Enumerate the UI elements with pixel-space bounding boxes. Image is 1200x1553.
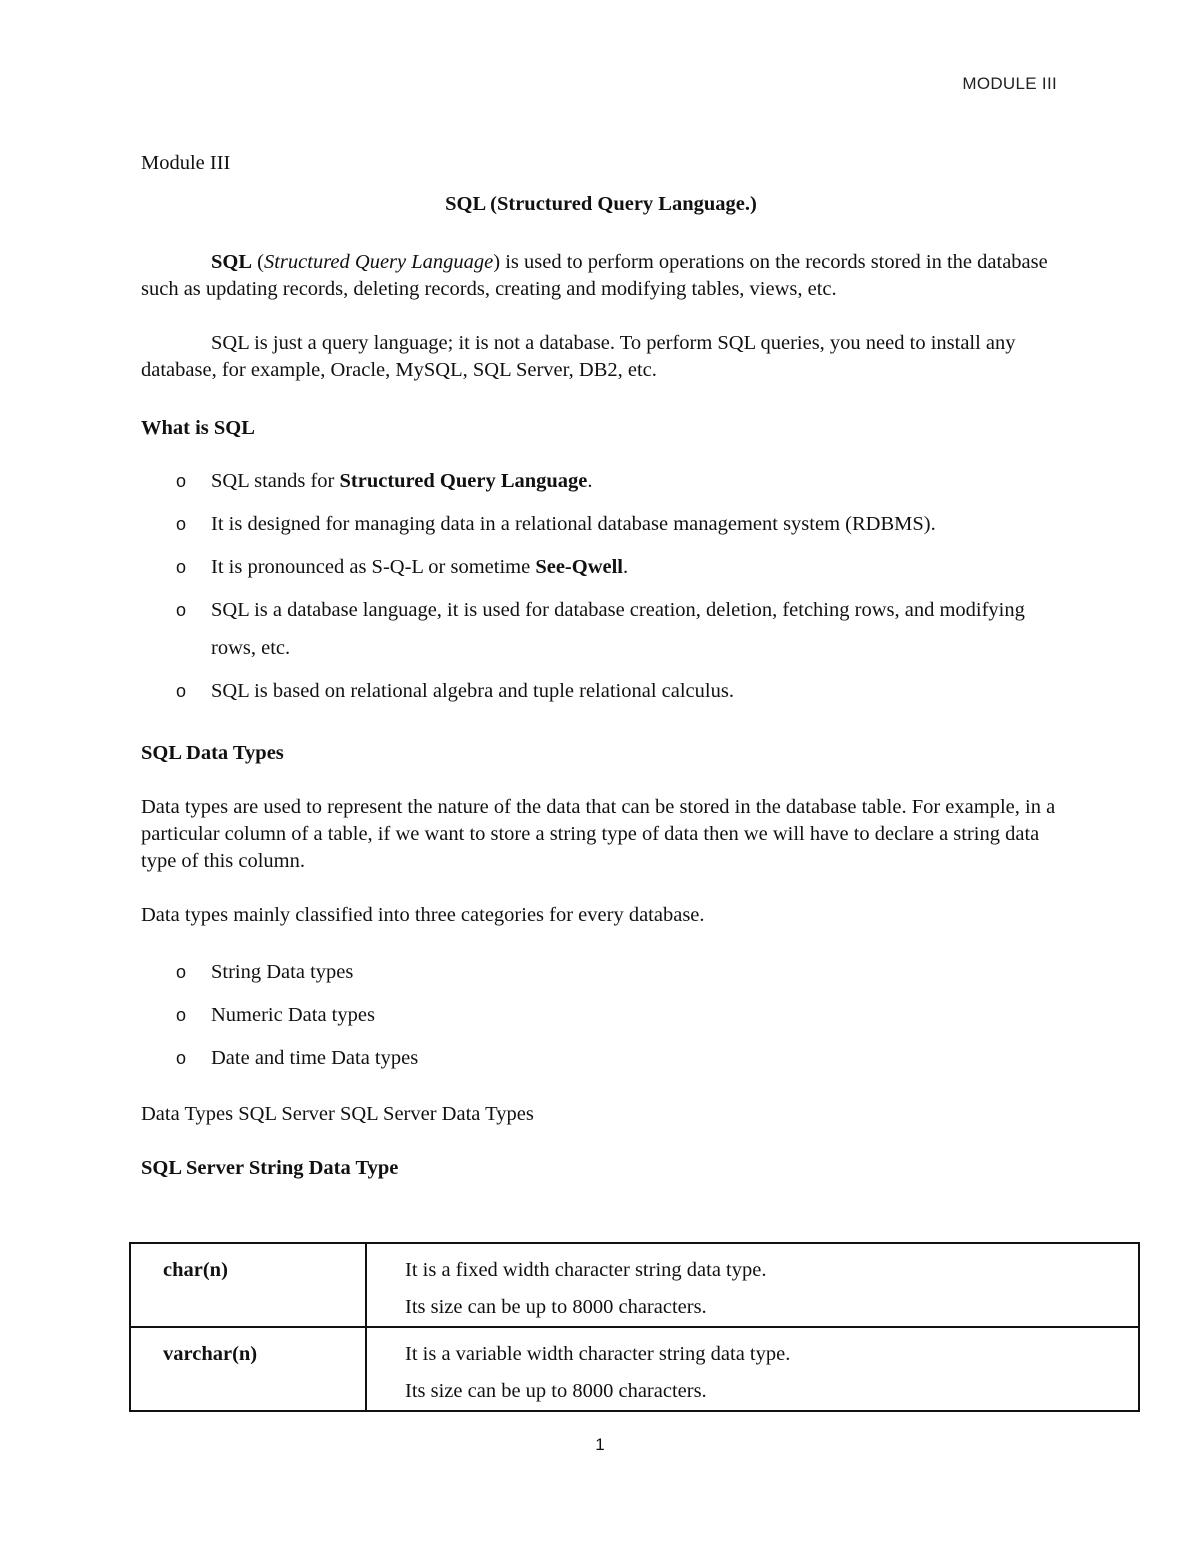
intro-paragraph-1 <box>141 249 1061 303</box>
intro-open-paren: ( <box>252 251 264 273</box>
table-row <box>130 1327 1139 1411</box>
table-row <box>130 1243 1139 1327</box>
list-item-text: Numeric Data types <box>211 1004 375 1026</box>
description-line: It is a variable width character string data type. <box>405 1343 791 1365</box>
data-types-paragraph-2: Data types mainly classified into three categories for every database. <box>141 904 705 926</box>
list-item <box>141 548 1061 586</box>
string-data-type-table <box>129 1242 1140 1412</box>
data-type-categories-list <box>141 953 1061 1077</box>
list-item-text: It is pronounced as S-Q-L or sometime <box>211 556 536 578</box>
what-is-sql-list <box>141 462 1061 710</box>
list-item-bold: See-Qwell <box>535 556 623 578</box>
string-data-type-heading: SQL Server String Data Type <box>141 1157 399 1179</box>
list-item-bold: Structured Query Language <box>339 470 588 492</box>
list-item <box>141 672 1061 710</box>
list-item-text: SQL is a database language, it is used for database creation, deletion, fetching rows, and modifying rows, etc. <box>211 599 1025 659</box>
list-item-text: String Data types <box>211 961 354 983</box>
type-description-cell <box>366 1327 1139 1411</box>
list-item-text-end: . <box>623 556 629 578</box>
type-description-cell <box>366 1243 1139 1327</box>
bullet-marker-icon: o <box>176 681 187 701</box>
bullet-marker-icon: o <box>176 557 187 577</box>
intro-paragraph-2: SQL is just a query language; it is not a database. To perform SQL queries, you need to install any database, for example, Oracle, MySQL, SQL Server, DB2, etc. <box>141 332 1016 381</box>
document-body <box>141 150 1061 1182</box>
sql-data-types-heading: SQL Data Types <box>141 742 284 764</box>
type-name-cell: varchar(n) <box>130 1327 366 1411</box>
intro-sql-bold: SQL <box>211 251 253 273</box>
list-item-text: It is designed for managing data in a relational database management system (RDBMS). <box>211 513 936 535</box>
bullet-marker-icon: o <box>176 1048 187 1068</box>
sql-server-types-line: Data Types SQL Server SQL Server Data Types <box>141 1103 534 1125</box>
intro-paragraph-1-rest: ) is used to perform operations on the records stored in the database such as updating records, deleting records, creating and modifying tables, views, etc. <box>141 251 1048 300</box>
list-item <box>141 953 1061 991</box>
list-item <box>141 505 1061 543</box>
type-name-cell: char(n) <box>130 1243 366 1327</box>
page-number: 1 <box>595 1435 605 1454</box>
list-item <box>141 1039 1061 1077</box>
description-line: It is a fixed width character string data type. <box>405 1259 767 1281</box>
data-types-paragraph-1: Data types are used to represent the nature of the data that can be stored in the database table. For example, in a particular column of a table, if we want to store a string type of data then we will have to declare a string data type of this column. <box>141 796 1056 872</box>
list-item-text: Date and time Data types <box>211 1047 419 1069</box>
bullet-marker-icon: o <box>176 962 187 982</box>
module-label: Module III <box>141 152 231 174</box>
description-line: Its size can be up to 8000 characters. <box>405 1380 707 1402</box>
bullet-marker-icon: o <box>176 471 187 491</box>
running-header: MODULE III <box>962 74 1057 93</box>
list-item-text: SQL stands for <box>211 470 340 492</box>
list-item <box>141 996 1061 1034</box>
list-item-text: SQL is based on relational algebra and tuple relational calculus. <box>211 680 734 702</box>
what-is-sql-heading: What is SQL <box>141 417 255 439</box>
description-line: Its size can be up to 8000 characters. <box>405 1296 707 1318</box>
list-item <box>141 462 1061 500</box>
bullet-marker-icon: o <box>176 600 187 620</box>
document-title: SQL (Structured Query Language.) <box>445 193 757 215</box>
bullet-marker-icon: o <box>176 1005 187 1025</box>
list-item <box>141 591 1061 667</box>
list-item-text-end: . <box>587 470 593 492</box>
intro-sql-expansion: Structured Query Language <box>263 251 494 273</box>
bullet-marker-icon: o <box>176 514 187 534</box>
